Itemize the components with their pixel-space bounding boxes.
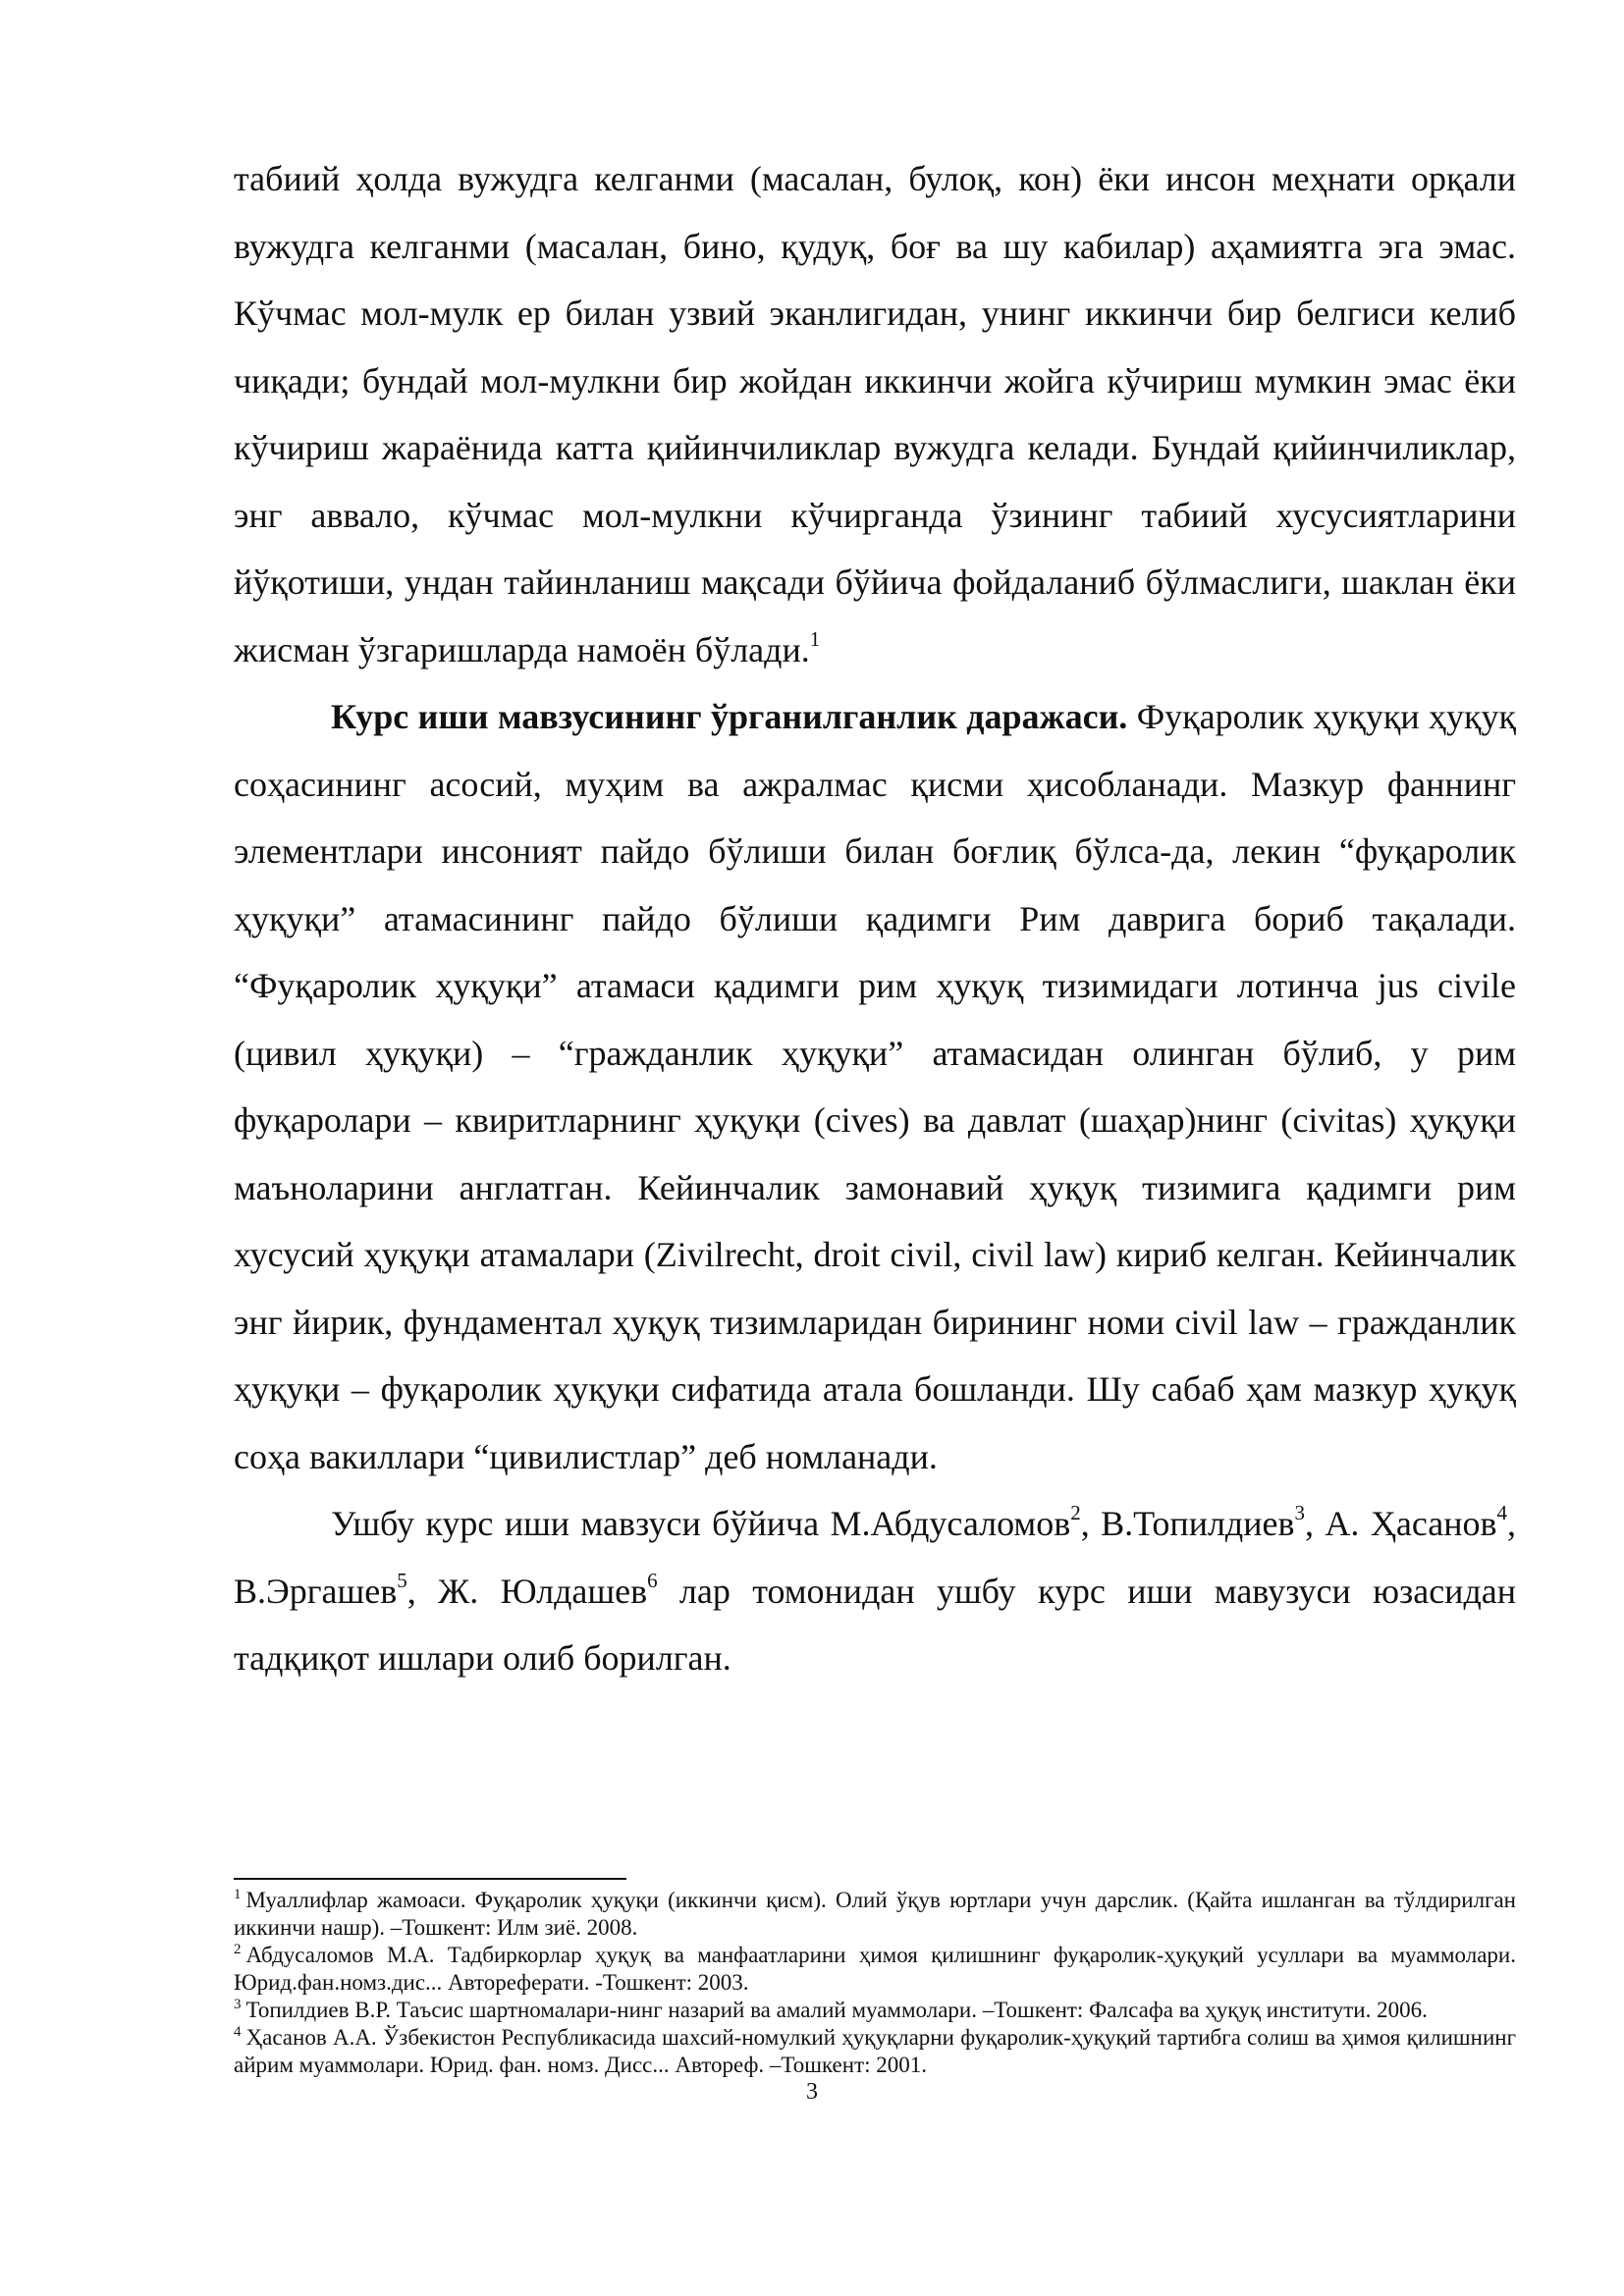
footnote-item: [234, 2024, 1516, 2079]
footnote-number: 2: [234, 1942, 242, 1957]
footnote-item: [234, 1997, 1516, 2024]
paragraph-text: , В.Топилдиев: [1080, 1504, 1295, 1543]
paragraph-1: [234, 145, 1516, 683]
paragraph-2: [234, 683, 1516, 1490]
footnote-text: Муаллифлар жамоаси. Фуқаролик ҳуқуқи (иккинчи қисм). Олий ўқув юртлари учун дарслик. (Қайта ишланган ва тўлдирилган иккинчи нашр). –Тошкент: Илм зиё. 2008.: [234, 1888, 1516, 1940]
footnote-ref: 5: [397, 1568, 407, 1592]
footnote-item: [234, 1942, 1516, 1997]
footnote-ref: 2: [1070, 1501, 1081, 1524]
footnote-text: Абдусаломов М.А. Тадбиркорлар ҳуқуқ ва манфаатларини ҳимоя қилишнинг фуқаролик-ҳуқуқий усуллари ва муаммолари. Юрид.фан.номз.дис... Автореферати. -Тошкент: 2003.: [234, 1943, 1516, 1995]
footnote-number: 4: [234, 2024, 242, 2040]
paragraph-text: Ушбу курс иши мавзуси бўйича М.Абдусаломов: [331, 1504, 1071, 1543]
footnote-item: [234, 1887, 1516, 1942]
footnote-text: Топилдиев В.Р. Таъсис шартномалари-нинг назарий ва амалий муаммолари. –Тошкент: Фалсафа ва ҳуқуқ институти. 2006.: [245, 1998, 1428, 2022]
footnote-ref: 6: [647, 1568, 658, 1592]
paragraph-text: Фуқаролик ҳуқуқи ҳуқуқ соҳасининг асосий, муҳим ва ажралмас қисми ҳисобланади. Мазкур фаннинг элементлари инсоният пайдо бўлиши билан боғлиқ бўлса-да, лекин “фуқаролик ҳуқуқи” атамасининг пайдо бўлиши қадимги Рим даврига бориб тақалади. “Фуқаролик ҳуқуқи” атамаси қадимги рим ҳуқуқ тизимидаги лотинча jus civile (цивил ҳуқуқи) – “гражданлик ҳуқуқи” атамасидан олинган бўлиб, у рим фуқаролари – квиритларнинг ҳуқуқи (cives) ва давлат (шаҳар)нинг (civitas) ҳуқуқи маъноларини англатган. Кейинчалик замонавий ҳуқуқ тизимига қадимги рим хусусий ҳуқуқи атамалари (Zivilrecht, droit civil, civil law) кириб келган. Кейинчалик энг йирик, фундаментал ҳуқуқ тизимларидан бирининг номи civil law – гражданлик ҳуқуқи – фуқаролик ҳуқуқи сифатида атала бошланди. Шу сабаб ҳам мазкур ҳуқуқ соҳа вакиллари “цивилистлар” деб номланади.: [234, 697, 1516, 1476]
paragraph-text: , В.Эргашев: [234, 1504, 1516, 1611]
footnote-text: Ҳасанов А.А. Ўзбекистон Республикасида шахсий-номулкий ҳуқуқларни фуқаролик-ҳуқуқий тартибга солиш ва ҳимоя қилишнинг айрим муаммолари. Юрид. фан. номз. Дисс... Автореф. –Тошкент: 2001.: [234, 2025, 1516, 2077]
footnote-number: 3: [234, 1997, 242, 2012]
page-number: 3: [806, 2079, 818, 2105]
footnote-ref: 3: [1294, 1501, 1305, 1524]
paragraph-text: лар томонидан ушбу курс иши мавузуси юзасидан тадқиқот ишлари олиб борилган.: [234, 1571, 1516, 1678]
footnote-ref: 4: [1496, 1501, 1507, 1524]
footnote-number: 1: [234, 1887, 242, 1902]
paragraph-text: , А. Ҳасанов: [1304, 1504, 1497, 1543]
body-text: [234, 145, 1516, 1692]
footnote-ref: 1: [809, 626, 821, 651]
paragraph-text: , Ж. Юлдашев: [406, 1571, 648, 1611]
footnote-divider: [234, 1878, 626, 1880]
paragraph-3: [234, 1490, 1516, 1692]
section-heading: Курс иши мавзусининг ўрганилганлик даражаси.: [331, 697, 1128, 736]
footnotes: [234, 1887, 1516, 2079]
paragraph-text: табиий ҳолда вужудга келганми (масалан, булоқ, кон) ёки инсон меҳнати орқали вужудга келганми (масалан, бино, қудуқ, боғ ва шу кабилар) аҳамиятга эга эмас. Кўчмас мол-мулк ер билан узвий эканлигидан, унинг иккинчи бир белгиси келиб чиқади; бундай мол-мулкни бир жойдан иккинчи жойга кўчириш мумкин эмас ёки кўчириш жараёнида катта қийинчиликлар вужудга келади. Бундай қийинчиликлар, энг аввало, кўчмас мол-мулкни кўчирганда ўзининг табиий хусусиятларини йўқотиши, ундан тайинланиш мақсади бўйича фойдаланиб бўлмаслиги, шаклан ёки жисман ўзгаришларда намоён бўлади.: [234, 159, 1516, 669]
